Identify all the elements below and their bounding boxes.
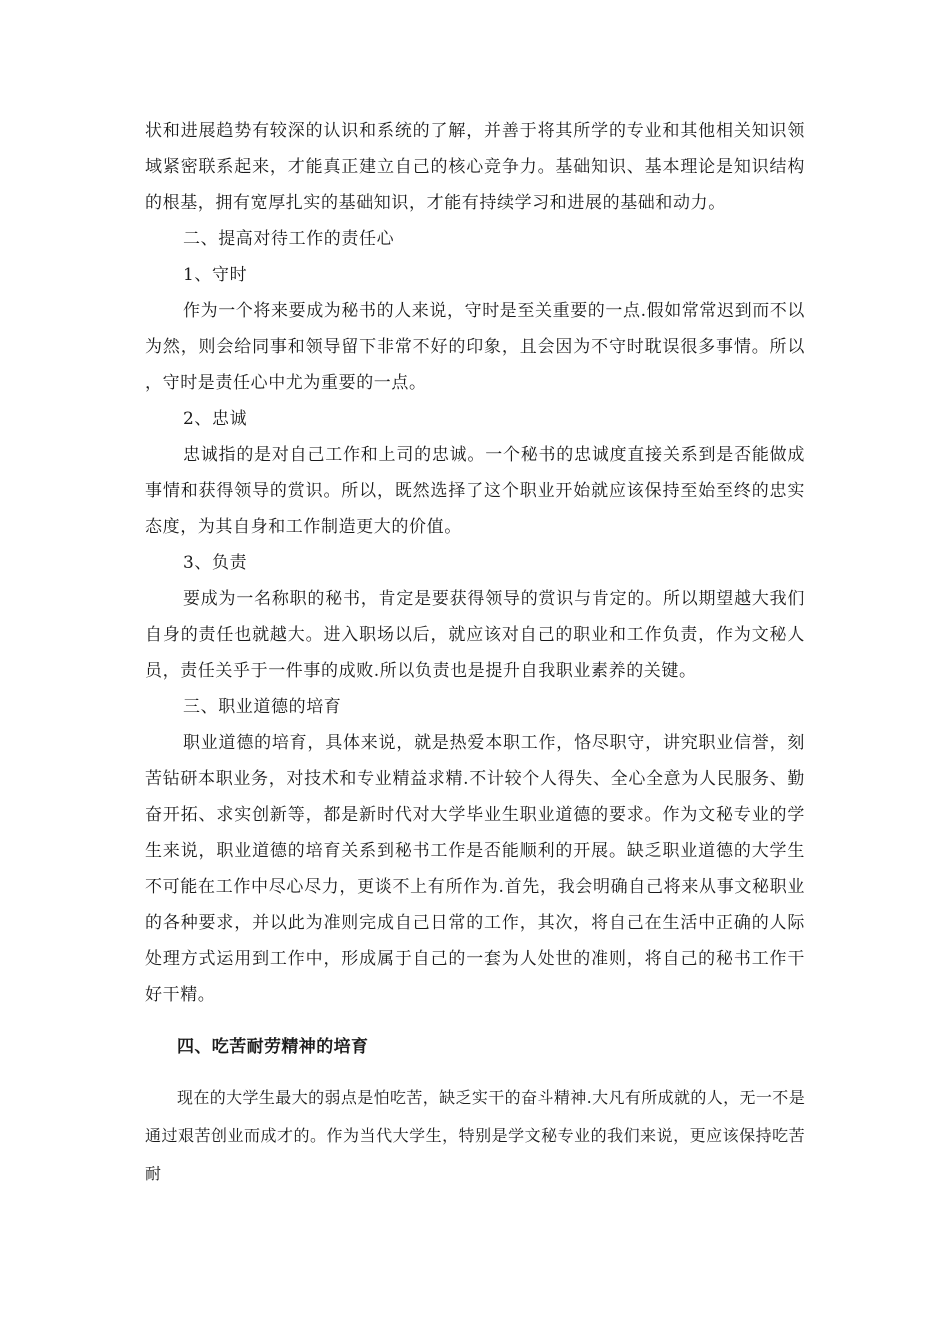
paragraph-punctuality: 作为一个将来要成为秘书的人来说，守时是至关重要的一点.假如常常迟到而不以为然，则会给同事和领导留下非常不好的印象，且会因为不守时耽误很多事情。所以 ，守时是责任心中尤为重要的一点。 xyxy=(145,301,806,393)
paragraph-hardwork: 现在的大学生最大的弱点是怕吃苦，缺乏实干的奋斗精神.大凡有所成就的人，无一不是通过艰苦创业而成才的。作为当代大学生，特别是学文秘专业的我们来说，更应该保持吃苦耐 xyxy=(145,1088,805,1183)
paragraph-loyalty: 忠诚指的是对自己工作和上司的忠诚。一个秘书的忠诚度直接关系到是否能做成事情和获得领导的赏识。所以，既然选择了这个职业开始就应该保持至始至终的忠实态度，为其自身和工作制造更大的价值。 xyxy=(145,445,805,537)
paragraph-accountability: 要成为一名称职的秘书，肯定是要获得领导的赏识与肯定的。所以期望越大我们自身的责任也就越大。进入职场以后，就应该对自己的职业和工作负责，作为文秘人员，责任关乎于一件事的成败.所以负责也是提升自我职业素养的关键。 xyxy=(145,589,805,681)
document-body xyxy=(145,113,805,1193)
section-heading-ethics: 三、职业道德的培育 xyxy=(183,697,342,717)
paragraph-intro: 状和进展趋势有较深的认识和系统的了解，并善于将其所学的专业和其他相关知识领域紧密联系起来，才能真正建立自己的核心竞争力。基础知识、基本理论是知识结构的根基，拥有宽厚扎实的基础知识，才能有持续学习和进展的基础和动力。 xyxy=(145,121,805,213)
subheading-accountability: 3、负责 xyxy=(183,553,248,573)
section-heading-responsibility: 二、提高对待工作的责任心 xyxy=(183,229,395,249)
subheading-loyalty: 2、忠诚 xyxy=(183,409,248,429)
subheading-punctuality: 1、守时 xyxy=(183,265,248,285)
paragraph-ethics: 职业道德的培育，具体来说，就是热爱本职工作，恪尽职守，讲究职业信誉，刻苦钻研本职业务，对技术和专业精益求精.不计较个人得失、全心全意为人民服务、勤奋开拓、求实创新等，都是新时代对大学毕业生职业道德的要求。作为文秘专业的学生来说，职业道德的培育关系到秘书工作是否能顺利的开展。缺乏职业道德的大学生不可能在工作中尽心尽力，更谈不上有所作为.首先，我会明确自己将来从事文秘职业的各种要求，并以此为准则完成自己日常的工作，其次，将自己在生活中正确的人际处理方式运用到工作中，形成属于自己的一套为人处世的准则，将自己的秘书工作干好干精。 xyxy=(145,733,805,1005)
section-heading-hardwork: 四、吃苦耐劳精神的培育 xyxy=(177,1037,369,1057)
